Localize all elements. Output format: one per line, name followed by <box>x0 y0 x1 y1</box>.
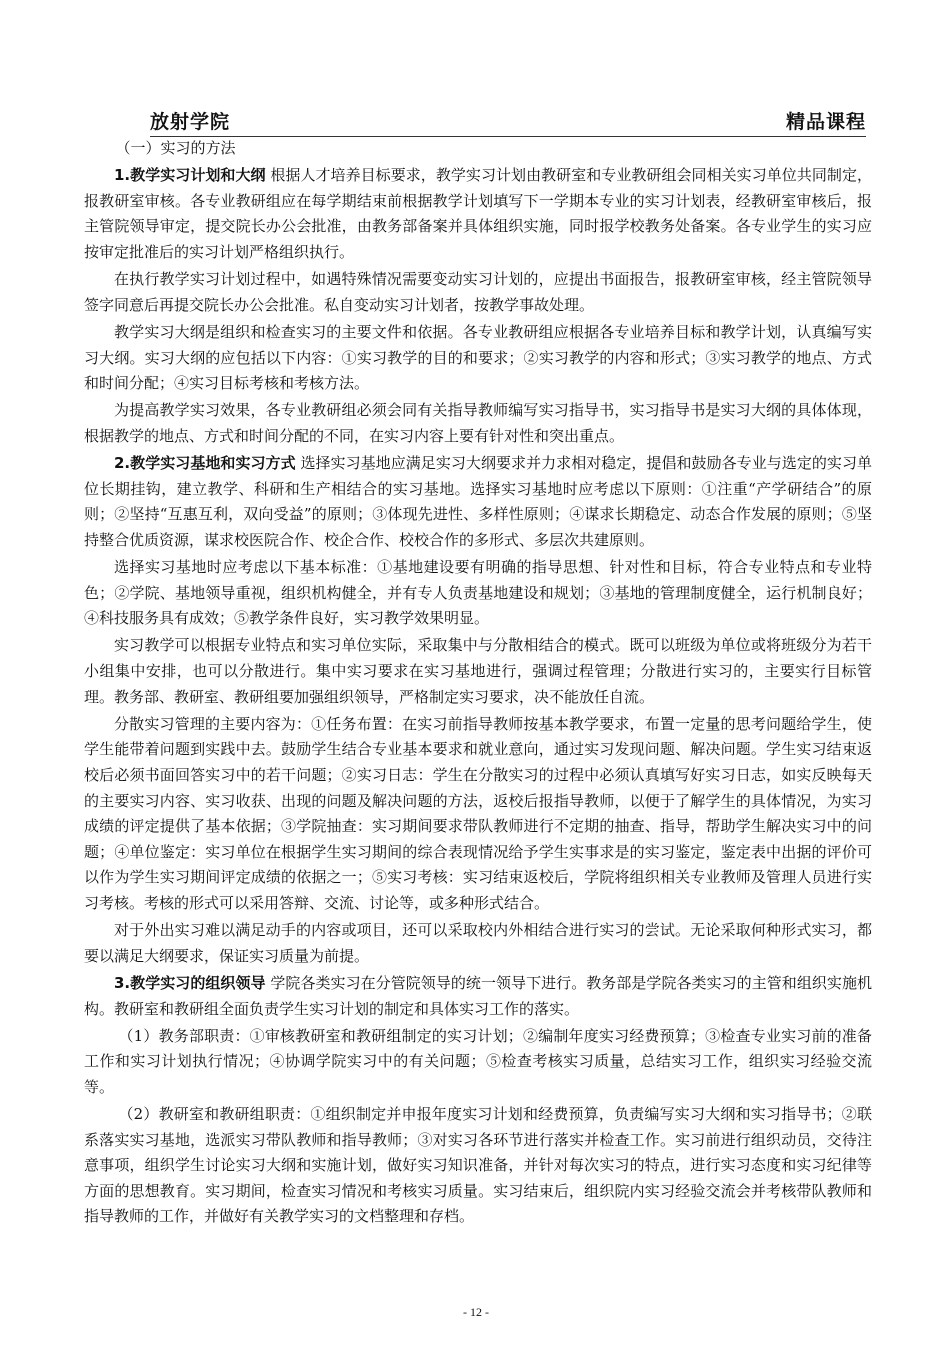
paragraph-text: 选择实习基地时应考虑以下基本标准：①基地建设要有明确的指导思想、针对性和目标，符合专业特点和专业特色；②学院、基地领导重视，组织机构健全，并有专人负责基地建设和规划；③基地的管理制度健全，运行机制良好；④科技服务具有成效；⑤教学条件良好，实习教学效果明显。 <box>84 558 872 628</box>
paragraph-lead: 1.教学实习计划和大纲 <box>114 166 266 185</box>
paragraph-text: （1）教务部职责：①审核教研室和教研组制定的实习计划；②编制年度实习经费预算；③检查专业实习前的准备工作和实习计划执行情况；④协调学院实习中的有关问题；⑤检查考核实习质量，总结实习工作，组织实习经验交流等。 <box>84 1026 872 1096</box>
paragraph-5 <box>84 451 872 553</box>
paragraph-text: 根据人才培养目标要求，教学实习计划由教研室和专业教研组会同相关实习单位共同制定，报教研室审核。各专业教研组应在每学期结束前根据教学计划填写下一学期本专业的实习计划表，经教研室审核后，报主管院领导审定，提交院长办公会批准，由教务部备案并具体组织实施，同时报学校教务处备案。各专业学生的实习应按审定批准后的实习计划严格组织执行。 <box>84 166 872 261</box>
paragraph-1 <box>84 163 872 265</box>
paragraph-10 <box>84 971 872 1022</box>
paragraph-text: （2）教研室和教研组职责：①组织制定并申报年度实习计划和经费预算，负责编写实习大纲和实习指导书；②联系落实实习基地，选派实习带队教师和指导教师；③对实习各环节进行落实并检查工作。实习前进行组织动员，交待注意事项，组织学生讨论实习大纲和实施计划，做好实习知识准备，并针对每次实习的特点，进行实习态度和实习纪律等方面的思想教育。实习期间，检查实习情况和考核实习质量。实习结束后，组织院内实习经验交流会并考核带队教师和指导教师的工作，并做好有关教学实习的文档整理和存档。 <box>84 1105 872 1226</box>
paragraph-text: 对于外出实习难以满足动手的内容或项目，还可以采取校内外相结合进行实习的尝试。无论采取何种形式实习，都要以满足大纲要求，保证实习质量为前提。 <box>84 921 872 965</box>
paragraph-lead: 3.教学实习的组织领导 <box>114 973 266 992</box>
paragraph-text: 分散实习管理的主要内容为：①任务布置：在实习前指导教师按基本教学要求，布置一定量的思考问题给学生，使学生能带着问题到实践中去。鼓励学生结合专业基本要求和就业意向，通过实习发现问题、解决问题。学生实习结束返校后必须书面回答实习中的若干问题；②实习日志：学生在分散实习的过程中必须认真填写好实习日志，如实反映每天的主要实习内容、实习收获、出现的问题及解决问题的方法，返校后报指导教师，以便于了解学生的具体情况，为实习成绩的评定提供了基本依据；③学院抽查：实习期间要求带队教师进行不定期的抽查、指导，帮助学生解决实习中的问题；④单位鉴定：实习单位在根据学生实习期间的综合表现情况给予学生实事求是的实习鉴定，鉴定表中出据的评价可以作为学生实习期间评定成绩的依据之一；⑤实习考核：实习结束返校后，学院将组织相关专业教师及管理人员进行实习考核。考核的形式可以采用答辩、交流、讨论等，或多种形式结合。 <box>84 714 872 912</box>
paragraph-7 <box>84 633 872 710</box>
paragraph-2 <box>84 267 872 318</box>
paragraph-12 <box>84 1102 872 1230</box>
paragraph-text: 教学实习大纲是组织和检查实习的主要文件和依据。各专业教研组应根据各专业培养目标和教学计划，认真编写实习大纲。实习大纲的应包括以下内容：①实习教学的目的和要求；②实习教学的内容和形式；③实习教学的地点、方式和时间分配；④实习目标考核和考核方法。 <box>84 322 872 393</box>
paragraph-text: 学院各类实习在分管院领导的统一领导下进行。教务部是学院各类实习的主管和组织实施机构。教研室和教研组全面负责学生实习计划的制定和具体实习工作的落实。 <box>84 973 872 1018</box>
page-header <box>150 100 866 137</box>
document-body <box>84 136 872 1232</box>
paragraph-6 <box>84 555 872 632</box>
paragraph-lead: 2.教学实习基地和实习方式 <box>114 454 296 473</box>
paragraph-11 <box>84 1024 872 1101</box>
paragraph-text: 在执行教学实习计划过程中，如遇特殊情况需要变动实习计划的，应提出书面报告，报教研室审核，经主管院领导签字同意后再提交院长办公会批准。私自变动实习计划者，按教学事故处理。 <box>84 270 872 314</box>
paragraph-4 <box>84 398 872 449</box>
paragraph-8 <box>84 712 872 917</box>
paragraph-9 <box>84 918 872 969</box>
header-left-title: 放射学院 <box>150 111 231 133</box>
section-title: （一）实习的方法 <box>115 139 236 157</box>
paragraph-text: 实习教学可以根据专业特点和实习单位实际，采取集中与分散相结合的模式。既可以班级为单位或将班级分为若干小组集中安排，也可以分散进行。集中实习要求在实习基地进行，强调过程管理；分散进行实习的，主要实行目标管理。教务部、教研室、教研组要加强组织领导，严格制定实习要求，决不能放任自流。 <box>84 636 872 706</box>
header-right-title: 精品课程 <box>785 111 866 133</box>
paragraph-text: 为提高教学实习效果，各专业教研组必须会同有关指导教师编写实习指导书，实习指导书是实习大纲的具体体现，根据教学的地点、方式和时间分配的不同，在实习内容上要有针对性和突出重点。 <box>84 401 872 445</box>
paragraph-text: 选择实习基地应满足实习大纲要求并力求相对稳定，提倡和鼓励各专业与选定的实习单位长期挂钩，建立教学、科研和生产相结合的实习基地。选择实习基地时应考虑以下原则：①注重“产学研结合”的原则；②坚持“互惠互利，双向受益”的原则；③体现先进性、多样性原则；④谋求长期稳定、动态合作发展的原则；⑤坚持整合优质资源，谋求校医院合作、校企合作、校校合作的多形式、多层次共建原则。 <box>84 454 872 549</box>
paragraph-3 <box>84 320 872 397</box>
page-number: - 12 - <box>463 1305 489 1319</box>
